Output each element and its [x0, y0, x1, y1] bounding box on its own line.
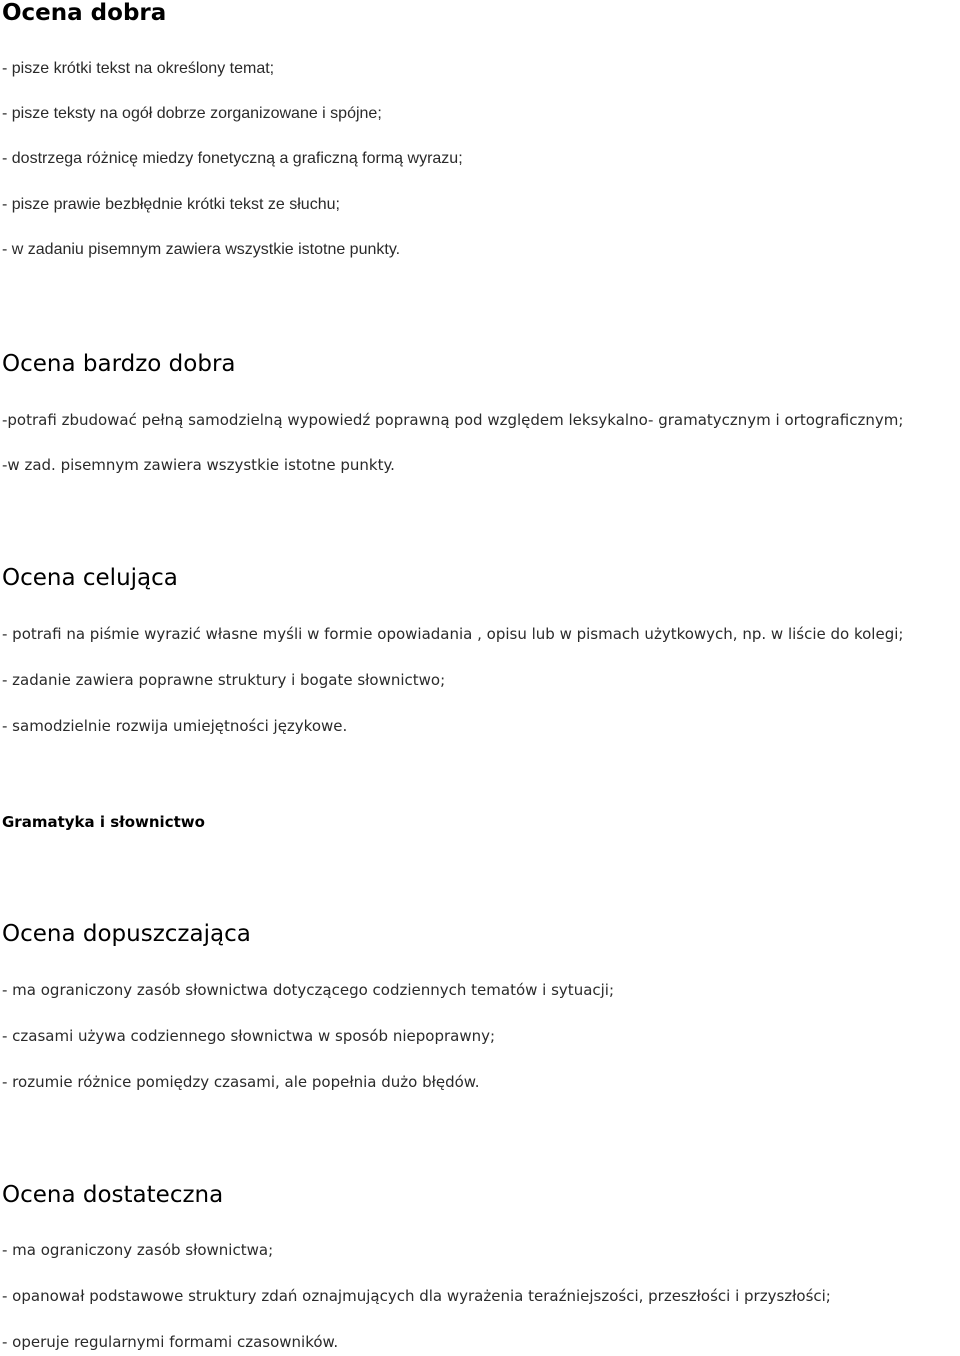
- list-item: - samodzielnie rozwija umiejętności językowe.: [2, 717, 348, 735]
- list-item: - ma ograniczony zasób słownictwa;: [2, 1241, 274, 1259]
- list-item: - pisze prawie bezbłędnie krótki tekst ze słuchu;: [2, 196, 340, 213]
- list-item: - pisze krótki tekst na określony temat;: [2, 60, 275, 77]
- heading-ocena-celujaca: Ocena celująca: [2, 565, 178, 591]
- list-item: - ma ograniczony zasób słownictwa dotyczącego codziennych tematów i sytuacji;: [2, 981, 615, 999]
- list-item: - czasami używa codziennego słownictwa w sposób niepoprawny;: [2, 1027, 496, 1045]
- list-item: -potrafi zbudować pełną samodzielną wypowiedź poprawną pod względem leksykalno- gramatycznym i ortograficznym;: [2, 411, 904, 429]
- heading-ocena-dostateczna: Ocena dostateczna: [2, 1182, 224, 1208]
- list-item: - w zadaniu pisemnym zawiera wszystkie istotne punkty.: [2, 241, 401, 258]
- heading-ocena-dobra: Ocena dobra: [2, 0, 167, 26]
- list-item: - zadanie zawiera poprawne struktury i bogate słownictwo;: [2, 671, 446, 689]
- list-item: -w zad. pisemnym zawiera wszystkie istotne punkty.: [2, 456, 395, 474]
- list-item: - dostrzega różnicę miedzy fonetyczną a graficzną formą wyrazu;: [2, 150, 463, 167]
- list-item: - opanował podstawowe struktury zdań oznajmujących dla wyrażenia teraźniejszości, przeszłości i przyszłości;: [2, 1287, 831, 1305]
- subheading-gramatyka-i-slownictwo: Gramatyka i słownictwo: [2, 813, 205, 831]
- list-item: - rozumie różnice pomiędzy czasami, ale popełnia dużo błędów.: [2, 1073, 480, 1091]
- list-item: - potrafi na piśmie wyrazić własne myśli w formie opowiadania , opisu lub w pismach użytkowych, np. w liście do kolegi;: [2, 625, 904, 643]
- list-item: - pisze teksty na ogół dobrze zorganizowane i spójne;: [2, 105, 382, 122]
- list-item: - operuje regularnymi formami czasowników.: [2, 1333, 339, 1351]
- heading-ocena-dopuszczajaca: Ocena dopuszczająca: [2, 921, 251, 947]
- heading-ocena-bardzo-dobra: Ocena bardzo dobra: [2, 351, 236, 377]
